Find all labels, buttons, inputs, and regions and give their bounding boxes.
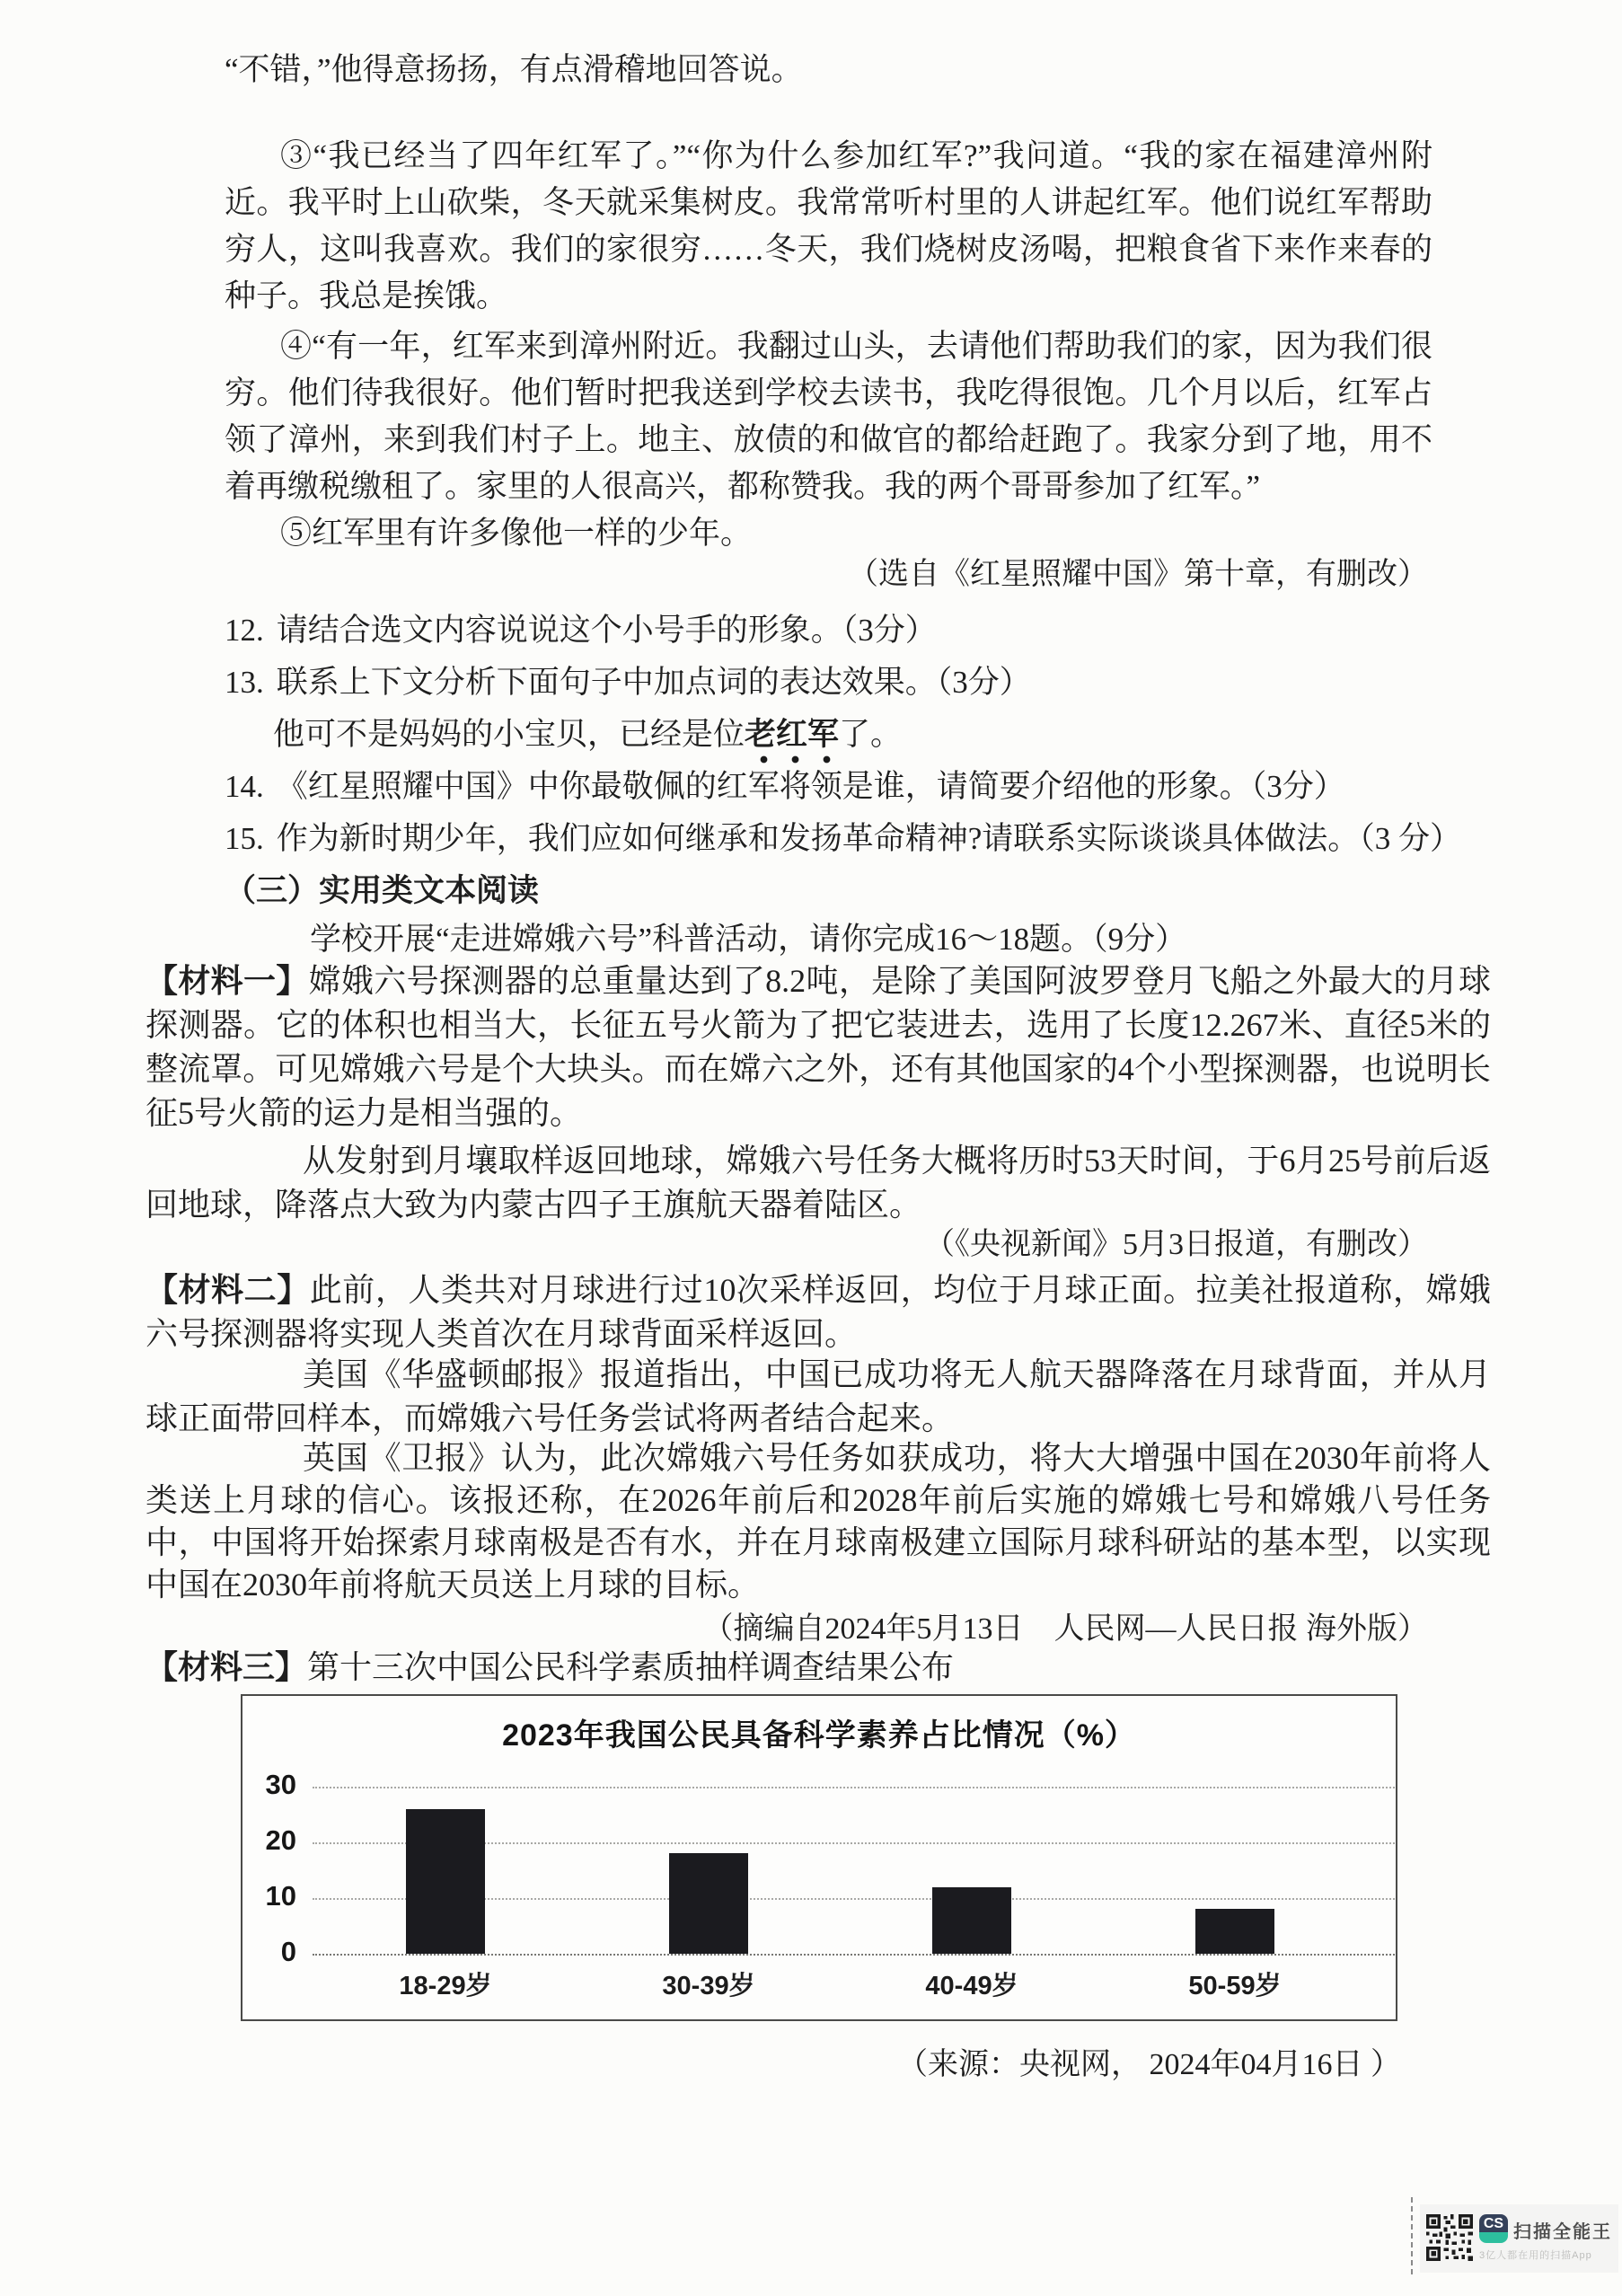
bar-50-59岁 — [1195, 1909, 1274, 1954]
question-15-points: （3 分） — [1359, 821, 1462, 856]
chart-title: 2023年我国公民具备科学素养占比情况（%） — [502, 1718, 1136, 1753]
material-one-paragraph-1 — [145, 959, 1491, 1135]
literacy-bar-chart — [241, 1694, 1397, 2021]
passage-paragraph-3: ③“我已经当了四年红军了。”“你为什么参加红军?”我问道。“我的家在福建漳州附近。我平时上山砍柴，冬天就采集树皮。我常常听村里的人讲起红军。他们说红军帮助穷人，这叫我喜欢。我们的家很穷……冬天，我们烧树皮汤喝，把粮食省下来作来春的种子。我总是挨饿。 — [225, 138, 1432, 313]
gridline-0 — [313, 1954, 1395, 1956]
dashed-cut-line — [1411, 2197, 1413, 2274]
material-one-text-1: 嫦娥六号探测器的总重量达到了8.2吨，是除了美国阿波罗登月飞船之外最大的月球探测器。它的体积也相当大，长征五号火箭为了把它装进去，选用了长度12.267米、直径5米的整流罩。可见嫦娥六号是个大块头。而在嫦六之外，还有其他国家的4个小型探测器，也说明长征5号火箭的运力是相当强的。 — [145, 963, 1491, 1131]
question-13-number: 13. — [225, 665, 264, 700]
chart-plot — [242, 1696, 1396, 2019]
x-axis-label-18-29岁: 18-29岁 — [399, 1972, 492, 2000]
y-tick-label-0: 0 — [280, 1936, 296, 1967]
material-three-heading — [145, 1646, 1491, 1690]
question-13 — [225, 659, 1536, 706]
question-12-number: 12. — [225, 613, 264, 648]
bar-40-49岁 — [932, 1887, 1011, 1954]
question-12 — [225, 607, 1536, 654]
passage-paragraph-4: ④“有一年，红军来到漳州附近。我翻过山头，去请他们帮助我们的家，因为我们很穷。他们待我很好。他们暂时把我送到学校去读书，我吃得很饱。几个月以后，红军占领了漳州，来到我们村子上。地主、放债的和做官的都给赶跑了。我家分到了地，用不着再缴税缴租了。家里的人很高兴，都称赞我。我的两个哥哥参加了红军。” — [225, 329, 1432, 504]
material-two-text-1: 此前，人类共对月球进行过10次采样返回，均位于月球正面。拉美社报道称，嫦娥六号探测器将实现人类首次在月球背面采样返回。 — [145, 1272, 1491, 1352]
qr-code-icon — [1426, 2212, 1473, 2263]
quote-post: 了。 — [839, 717, 903, 752]
question-13-quote — [273, 711, 1441, 758]
x-axis-label-30-39岁: 30-39岁 — [662, 1972, 755, 2000]
chart-source-note: （来源：央视网， 2024年04月16日 ） — [897, 2048, 1401, 2081]
material-two-paragraph-1 — [145, 1268, 1491, 1356]
quote-emphasized-words: 老红军 — [745, 717, 839, 764]
material-one-source: （《央视新闻》5月3日报道，有删改） — [924, 1228, 1428, 1261]
question-14 — [225, 764, 1536, 810]
question-15 — [225, 816, 1536, 862]
camscanner-app-name: 扫描全能王 — [1513, 2222, 1612, 2242]
quote-pre: 他可不是妈妈的小宝贝，已经是位 — [273, 717, 745, 752]
question-15-text: 作为新时期少年，我们应如何继承和发扬革命精神?请联系实际谈谈具体做法。 — [276, 821, 1360, 856]
question-13-points: （3分） — [936, 665, 1031, 700]
material-three-label: 【材料三】 — [145, 1649, 308, 1685]
material-two-paragraph-2: 美国《华盛顿邮报》报道指出，中国已成功将无人航天器降落在月球背面，并从月球正面带回样本，而嫦娥六号任务尝试将两者结合起来。 — [145, 1356, 1491, 1436]
material-two-label: 【材料二】 — [145, 1272, 310, 1308]
question-14-number: 14. — [225, 769, 264, 804]
camscanner-app-icon: CS — [1479, 2214, 1508, 2243]
y-tick-label-20: 20 — [265, 1824, 296, 1856]
bar-18-29岁 — [406, 1809, 485, 1954]
gridline-30 — [313, 1787, 1395, 1788]
camscanner-watermark — [1420, 2204, 1618, 2273]
material-one-paragraph-2: 从发射到月壤取样返回地球，嫦娥六号任务大概将历时53天时间，于6月25号前后返回地球，降落点大致为内蒙古四子王旗航天器着陆区。 — [145, 1143, 1491, 1223]
question-12-points: （3分） — [842, 613, 937, 648]
y-tick-label-10: 10 — [265, 1880, 296, 1912]
section-three-heading: （三）实用类文本阅读 — [225, 873, 540, 908]
x-axis-label-50-59岁: 50-59岁 — [1188, 1972, 1282, 2000]
question-12-text: 请结合选文内容说说这个小号手的形象。 — [276, 613, 842, 648]
material-one-label: 【材料一】 — [145, 963, 309, 999]
material-two-source: （摘编自2024年5月13日 人民网—人民日报 海外版） — [702, 1612, 1428, 1646]
bar-30-39岁 — [669, 1853, 748, 1954]
y-tick-label-30: 30 — [265, 1769, 296, 1800]
material-two-paragraph-3: 英国《卫报》认为，此次嫦娥六号任务如获成功，将大大增强中国在2030年前将人类送上月球的信心。该报还称，在2026年前后和2028年前后实施的嫦娥七号和嫦娥八号任务中，中国将开始探索月球南极是否有水，并在月球南极建立国际月球科研站的基本型，以实现中国在2030年前将航天员送上月球的目标。 — [145, 1440, 1491, 1603]
x-axis-label-40-49岁: 40-49岁 — [925, 1972, 1018, 2000]
passage-source: （选自《红星照耀中国》第十章，有删改） — [848, 558, 1428, 591]
question-14-points: （3分） — [1250, 769, 1345, 804]
section-three-intro: 学校开展“走进嫦娥六号”科普活动，请你完成16～18题。（9分） — [310, 922, 1187, 957]
passage-intro-line: “不错，”他得意扬扬，有点滑稽地回答说。 — [225, 52, 803, 87]
question-14-text: 《红星照耀中国》中你最敬佩的红军将领是谁，请简要介绍他的形象。 — [276, 769, 1251, 804]
question-13-text: 联系上下文分析下面句子中加点词的表达效果。 — [276, 665, 937, 700]
camscanner-tagline: 3亿人都在用的扫描App — [1479, 2250, 1592, 2261]
question-15-number: 15. — [225, 821, 264, 856]
passage-paragraph-5: ⑤红军里有许多像他一样的少年。 — [280, 516, 753, 551]
material-three-title: 第十三次中国公民科学素质抽样调查结果公布 — [307, 1649, 955, 1685]
